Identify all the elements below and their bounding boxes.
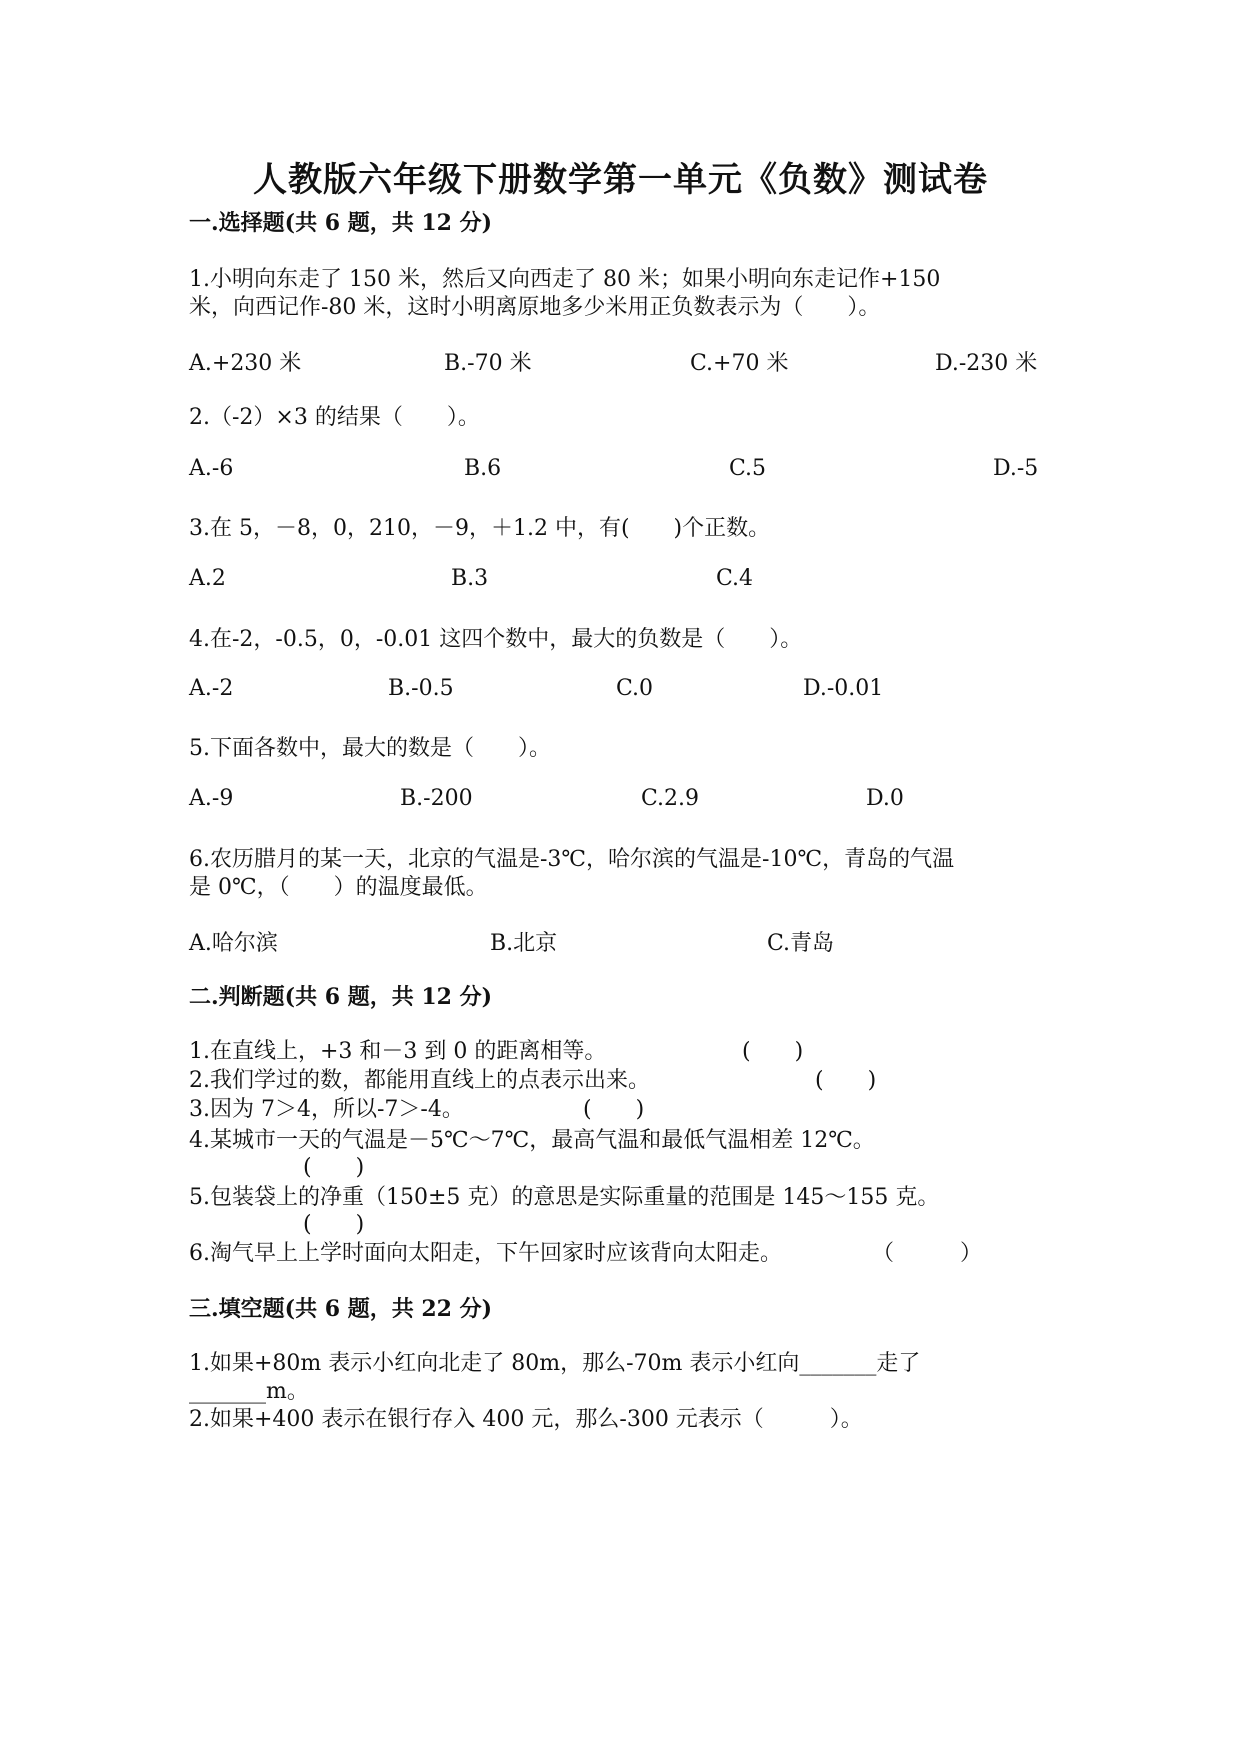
statement-line: 3.因为 7＞4，所以-7＞-4。 [189,1097,464,1122]
question-line: 3.在 5，－8，0，210，－9，＋1.2 中，有( )个正数。 [189,516,771,541]
option-b: B.北京 [490,931,558,956]
option-b: B.-70 米 [444,351,532,376]
option-b: B.6 [464,456,502,481]
option-a: A.-2 [189,676,234,701]
answer-bracket: ( ) [303,1212,365,1237]
option-a: A.-9 [189,786,234,811]
question-line: 1.如果+80m 表示小红向北走了 80m，那么-70m 表示小红向_______走了 [189,1351,921,1376]
option-b: B.-0.5 [388,676,454,701]
option-a: A.+230 米 [189,351,302,376]
question-line: 米，向西记作-80 米，这时小明离原地多少米用正负数表示为（ ）。 [189,295,881,320]
statement-line: 6.淘气早上上学时面向太阳走，下午回家时应该背向太阳走。 [189,1241,782,1266]
answer-bracket: （ ） [872,1241,983,1266]
option-a: A.2 [189,566,226,591]
option-d: D.0 [866,786,904,811]
option-d: D.-0.01 [803,676,884,701]
question-line: 1.小明向东走了 150 米，然后又向西走了 80 米；如果小明向东走记作+150 [189,267,941,292]
option-c: C.4 [716,566,754,591]
page-title: 人教版六年级下册数学第一单元《负数》测试卷 [253,160,988,200]
question-line: 2.如果+400 表示在银行存入 400 元，那么-300 元表示（ ）。 [189,1407,863,1432]
answer-bracket: ( ) [303,1155,365,1180]
section-heading-choice: 一.选择题(共 6 题，共 12 分) [189,210,493,236]
section-heading-judgement: 二.判断题(共 6 题，共 12 分) [189,984,493,1010]
answer-bracket: ( ) [742,1039,804,1064]
option-c: C.青岛 [767,931,835,956]
option-b: B.-200 [400,786,473,811]
option-d: D.-5 [993,456,1039,481]
statement-line: 2.我们学过的数，都能用直线上的点表示出来。 [189,1068,650,1093]
option-a: A.哈尔滨 [189,931,278,956]
option-d: D.-230 米 [935,351,1038,376]
question-line: 4.在-2，-0.5，0，-0.01 这四个数中，最大的负数是（ ）。 [189,627,803,652]
statement-line: 4.某城市一天的气温是－5℃～7℃，最高气温和最低气温相差 12℃。 [189,1128,875,1153]
option-a: A.-6 [189,456,234,481]
option-c: C.0 [616,676,654,701]
answer-bracket: ( ) [815,1068,877,1093]
option-c: C.5 [729,456,767,481]
question-line: 2.（-2）×3 的结果（ ）。 [189,405,480,430]
question-line: 5.下面各数中，最大的数是（ ）。 [189,736,551,761]
option-c: C.+70 米 [690,351,789,376]
option-b: B.3 [451,566,489,591]
question-line: _______m。 [189,1379,309,1404]
section-heading-fill-blank: 三.填空题(共 6 题，共 22 分) [189,1296,493,1322]
question-line: 6.农历腊月的某一天，北京的气温是-3℃，哈尔滨的气温是-10℃，青岛的气温 [189,847,955,872]
option-c: C.2.9 [641,786,700,811]
statement-line: 5.包装袋上的净重（150±5 克）的意思是实际重量的范围是 145～155 克。 [189,1185,940,1210]
answer-bracket: ( ) [583,1097,645,1122]
question-line: 是 0℃，（ ）的温度最低。 [189,875,488,900]
statement-line: 1.在直线上，+3 和－3 到 0 的距离相等。 [189,1039,607,1064]
